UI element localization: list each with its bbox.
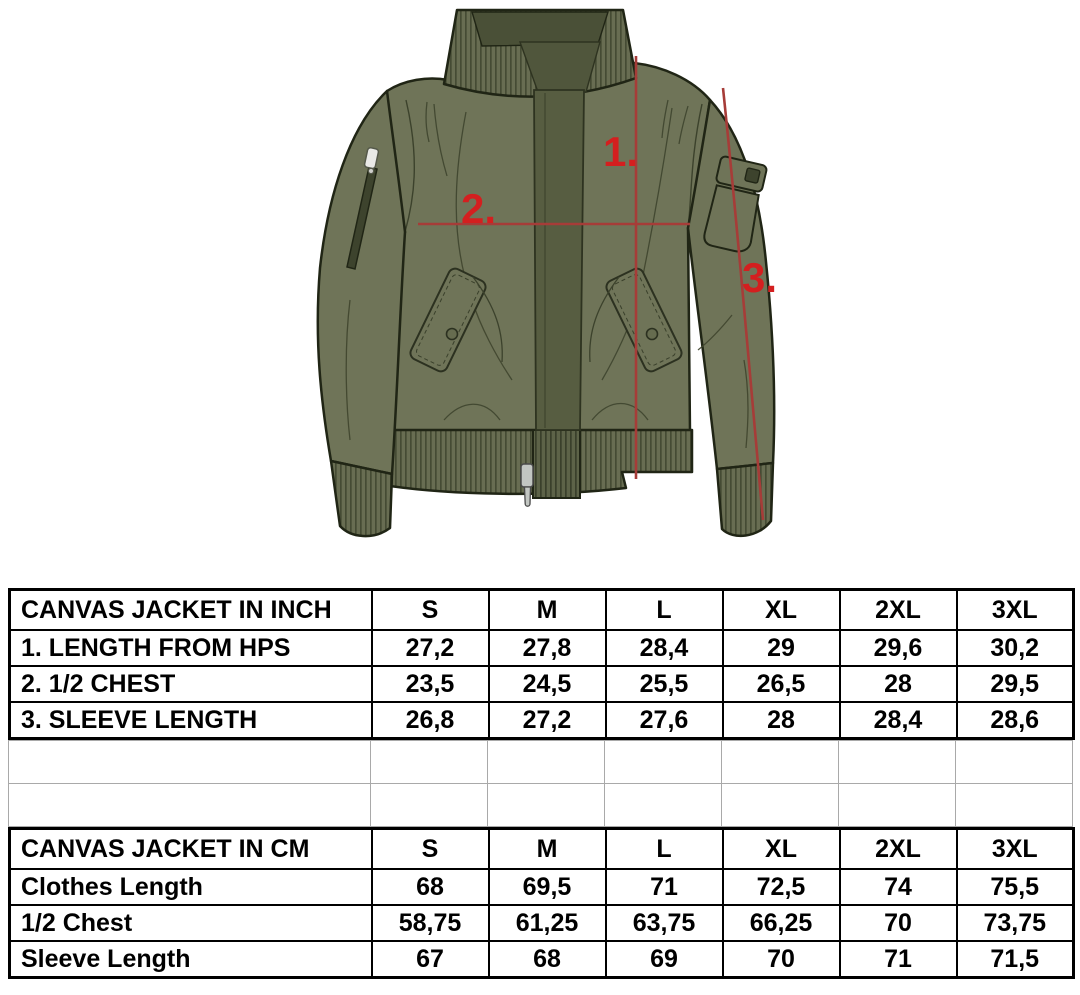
table-title-cell: CANVAS JACKET IN CM xyxy=(10,829,372,870)
ribbed-collar xyxy=(444,10,636,97)
value-cell: 28 xyxy=(840,666,957,702)
value-cell: 27,2 xyxy=(489,702,606,739)
measurement-label-cell: 3. SLEEVE LENGTH xyxy=(10,702,372,739)
value-cell: 61,25 xyxy=(489,905,606,941)
measurement-label-cell: 1/2 Chest xyxy=(10,905,372,941)
cm-header-row xyxy=(10,829,1074,870)
value-cell: 28,4 xyxy=(606,630,723,666)
value-cell: 75,5 xyxy=(957,869,1074,905)
left-cuff xyxy=(331,461,392,536)
zipper-pull xyxy=(521,464,533,506)
size-header-cell: L xyxy=(606,590,723,631)
value-cell: 24,5 xyxy=(489,666,606,702)
value-cell: 27,2 xyxy=(372,630,489,666)
value-cell: 29,5 xyxy=(957,666,1074,702)
size-header-cell: 2XL xyxy=(840,590,957,631)
value-cell: 26,5 xyxy=(723,666,840,702)
value-cell: 30,2 xyxy=(957,630,1074,666)
value-cell: 68 xyxy=(372,869,489,905)
value-cell: 70 xyxy=(840,905,957,941)
size-tables xyxy=(8,588,1072,979)
value-cell: 69 xyxy=(606,941,723,978)
spacer-row xyxy=(9,741,1073,784)
value-cell: 26,8 xyxy=(372,702,489,739)
value-cell: 29,6 xyxy=(840,630,957,666)
table-row xyxy=(10,702,1074,739)
measure-label-chest: 2. xyxy=(461,185,497,232)
value-cell: 27,8 xyxy=(489,630,606,666)
measure-label-sleeve: 3. xyxy=(742,254,778,301)
value-cell: 28,4 xyxy=(840,702,957,739)
table-row xyxy=(10,630,1074,666)
value-cell: 73,75 xyxy=(957,905,1074,941)
snap-button xyxy=(447,329,458,340)
size-header-cell: 2XL xyxy=(840,829,957,870)
value-cell: 67 xyxy=(372,941,489,978)
value-cell: 72,5 xyxy=(723,869,840,905)
value-cell: 29 xyxy=(723,630,840,666)
measurement-label-cell: Clothes Length xyxy=(10,869,372,905)
size-header-cell: M xyxy=(489,590,606,631)
measurement-label-cell: 1. LENGTH FROM HPS xyxy=(10,630,372,666)
value-cell: 27,6 xyxy=(606,702,723,739)
value-cell: 71,5 xyxy=(957,941,1074,978)
size-header-cell: S xyxy=(372,590,489,631)
value-cell: 70 xyxy=(723,941,840,978)
cm-size-table xyxy=(8,827,1075,979)
value-cell: 58,75 xyxy=(372,905,489,941)
left-sleeve xyxy=(318,91,405,474)
size-header-cell: L xyxy=(606,829,723,870)
front-zipper-placket xyxy=(534,90,584,430)
value-cell: 66,25 xyxy=(723,905,840,941)
size-header-cell: XL xyxy=(723,590,840,631)
measure-label-length: 1. xyxy=(603,128,639,175)
value-cell: 68 xyxy=(489,941,606,978)
size-header-cell: 3XL xyxy=(957,829,1074,870)
value-cell: 69,5 xyxy=(489,869,606,905)
value-cell: 23,5 xyxy=(372,666,489,702)
right-cuff xyxy=(717,463,773,536)
table-row xyxy=(10,666,1074,702)
inch-header-row xyxy=(10,590,1074,631)
size-header-cell: S xyxy=(372,829,489,870)
value-cell: 63,75 xyxy=(606,905,723,941)
table-row xyxy=(10,869,1074,905)
value-cell: 25,5 xyxy=(606,666,723,702)
spacer-grid xyxy=(8,740,1073,827)
value-cell: 28,6 xyxy=(957,702,1074,739)
measurement-label-cell: 2. 1/2 CHEST xyxy=(10,666,372,702)
table-title-cell: CANVAS JACKET IN INCH xyxy=(10,590,372,631)
value-cell: 74 xyxy=(840,869,957,905)
size-header-cell: M xyxy=(489,829,606,870)
inch-size-table xyxy=(8,588,1075,740)
table-row xyxy=(10,941,1074,978)
size-header-cell: XL xyxy=(723,829,840,870)
spacer-row xyxy=(9,784,1073,827)
size-header-cell: 3XL xyxy=(957,590,1074,631)
table-row xyxy=(10,905,1074,941)
measurement-label-cell: Sleeve Length xyxy=(10,941,372,978)
value-cell: 71 xyxy=(840,941,957,978)
value-cell: 28 xyxy=(723,702,840,739)
value-cell: 71 xyxy=(606,869,723,905)
snap-button xyxy=(647,329,658,340)
